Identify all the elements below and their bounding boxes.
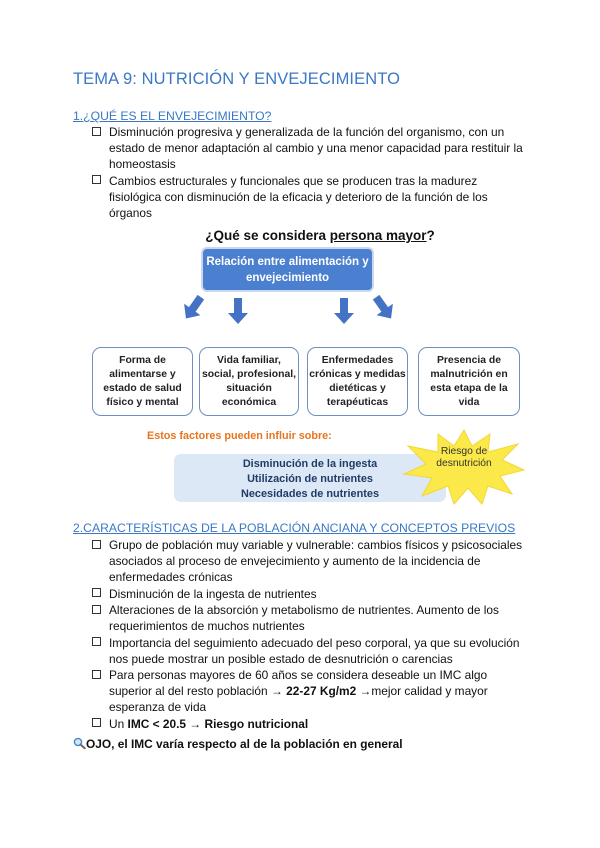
section-2-list xyxy=(92,537,532,732)
effect-item: Utilización de nutrientes xyxy=(247,473,373,485)
factor-box-social xyxy=(199,347,299,416)
arrow-down-right-icon xyxy=(368,291,399,324)
diagram-question xyxy=(125,228,515,243)
list-item xyxy=(92,586,532,602)
effect-item: Disminución de la ingesta xyxy=(242,458,378,470)
imc-note xyxy=(73,737,403,751)
factor-box-text: Vida familiar, social, profesional, situación económica xyxy=(201,354,297,408)
effect-item: Necesidades de nutrientes xyxy=(241,488,379,500)
checkbox-icon xyxy=(92,175,101,184)
list-item xyxy=(92,173,532,221)
arrow-down-left-icon xyxy=(178,291,209,324)
main-relation-box: Relación entre alimentación y envejecimiento xyxy=(201,247,374,292)
imc-text-after: →mejor calidad y mayor esperanza de vida xyxy=(109,684,488,714)
risk-text: Riesgo de desnutrición xyxy=(436,446,492,469)
section-1-list xyxy=(92,124,532,221)
influence-label: Estos factores pueden influir sobre: xyxy=(147,430,332,442)
checkbox-icon xyxy=(92,588,101,597)
diagram-question-suffix: ? xyxy=(426,228,435,243)
list-item-text: Disminución de la ingesta de nutrientes xyxy=(109,586,317,601)
section-1-heading: 1.¿QUÉ ES EL ENVEJECIMIENTO? xyxy=(73,109,272,123)
arrow-down-icon xyxy=(228,298,248,324)
checkbox-icon xyxy=(92,127,101,136)
list-item xyxy=(92,537,532,585)
diagram-question-underlined: persona mayor xyxy=(329,228,427,243)
risk-threshold: IMC < 20.5 → Riesgo nutricional xyxy=(127,716,309,731)
imc-range: 22-27 Kg/m2 xyxy=(286,684,357,698)
list-item-text: Grupo de población muy variable y vulnerable: cambios físicos y psicosociales asociados al proceso de envejecimiento y aumento de la incidencia de enfermedades crónicas xyxy=(109,538,523,584)
checkbox-icon xyxy=(92,718,101,727)
magnifier-icon xyxy=(73,737,86,749)
list-item-text: Cambios estructurales y funcionales que se producen tras la madurez fisiológica con disminución de la eficacia y deterioro de la función de los órganos xyxy=(109,173,488,220)
list-item xyxy=(92,635,532,667)
page-title: TEMA 9: NUTRICIÓN Y ENVEJECIMIENTO xyxy=(73,70,401,88)
checkbox-icon xyxy=(92,605,101,614)
checkbox-icon xyxy=(92,540,101,549)
imc-text-before: Para personas mayores de 60 años se considera deseable un IMC algo superior al del resto población → xyxy=(109,668,488,698)
list-item xyxy=(92,716,532,732)
diagram-question-prefix: ¿Qué se considera xyxy=(205,228,330,243)
factor-box-text: Forma de alimentarse y estado de salud físico y mental xyxy=(103,354,182,408)
list-item xyxy=(92,124,532,172)
checkbox-icon xyxy=(92,670,101,679)
arrow-down-icon xyxy=(334,298,354,324)
list-item-text: Disminución progresiva y generalizada de la función del organismo, con un estado de menor adaptación al cambio y una menor capacidad para restituir la homeostasis xyxy=(109,125,523,171)
risk-starburst xyxy=(398,428,528,506)
aging-nutrition-diagram xyxy=(90,226,540,506)
list-item-text: Alteraciones de la absorción y metabolismo de nutrientes. Aumento de los requerimientos de muchos nutrientes xyxy=(109,603,499,633)
factor-box-malnutrition xyxy=(418,347,520,416)
list-item xyxy=(92,602,532,634)
risk-text-before: Un xyxy=(109,716,128,731)
factor-box-diseases xyxy=(307,347,408,416)
note-text: OJO, el IMC varía respecto al de la población en general xyxy=(86,737,403,751)
factor-box-text: Enfermedades crónicas y medidas dietéticas y terapéuticas xyxy=(309,354,406,408)
checkbox-icon xyxy=(92,637,101,646)
factor-box-health xyxy=(92,347,193,416)
factor-box-text: Presencia de malnutrición en esta etapa de la vida xyxy=(430,354,508,408)
section-2-heading: 2.CARACTERÍSTICAS DE LA POBLACIÓN ANCIANA Y CONCEPTOS PREVIOS xyxy=(73,521,516,535)
list-item-text: Importancia del seguimiento adecuado del peso corporal, ya que su evolución nos puede mostrar un posible estado de desnutrición o carencias xyxy=(109,635,520,666)
list-item xyxy=(92,667,532,715)
